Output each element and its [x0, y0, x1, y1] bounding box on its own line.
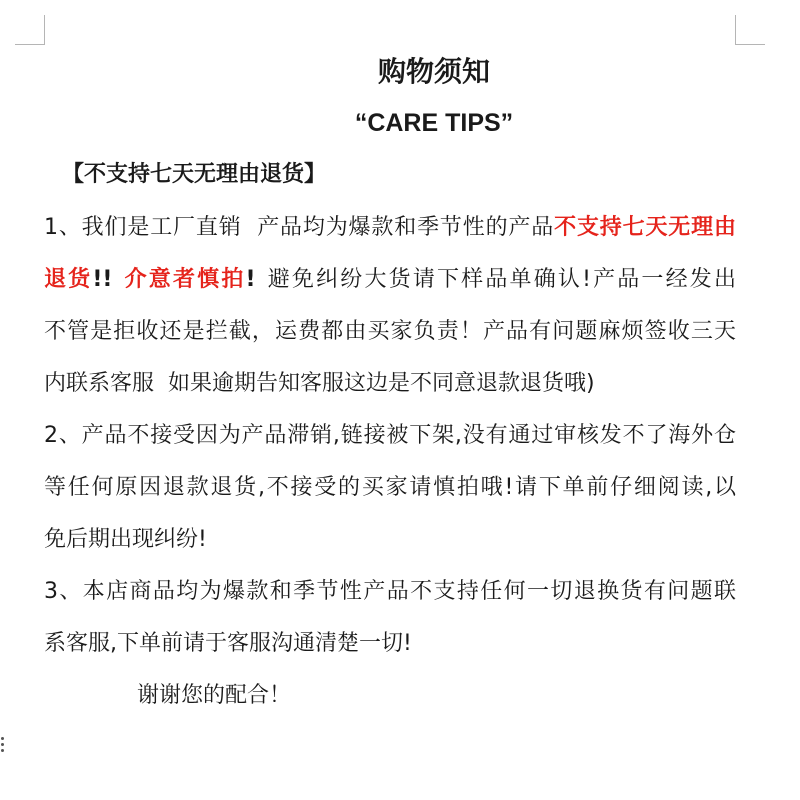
- body-text: 避免纠纷大货请下样品单确认!产品一经发出: [265, 267, 736, 292]
- handle-dot: [1, 743, 4, 746]
- crop-mark-top-right: [735, 15, 736, 45]
- body-line: 系客服,下单前请于客服沟通清楚一切!: [44, 631, 412, 656]
- body-line: 免后期出现纠纷!: [44, 527, 207, 552]
- document-subtitle: “CARE TIPS”: [354, 109, 514, 137]
- body-text: 1、我们是工厂直销 产品均为爆款和季节性的产品: [44, 215, 555, 240]
- exclamation-mark: !: [245, 267, 256, 292]
- body-line: 内联系客服 如果逾期告知客服这边是不同意退款退货哦): [44, 371, 595, 396]
- document-body: [44, 202, 736, 722]
- paragraph-2: [44, 410, 736, 566]
- body-line: [44, 202, 736, 254]
- document-title: 购物须知: [377, 55, 490, 88]
- paragraph-3: [44, 566, 736, 670]
- closing-line: 谢谢您的配合！: [137, 683, 292, 708]
- body-line: 3、本店商品均为爆款和季节性产品不支持任何一切退换货有问题联: [44, 579, 736, 604]
- emphasis-text: 介意者慎拍: [122, 267, 246, 292]
- crop-mark-top-left: [44, 15, 45, 45]
- body-line: 2、产品不接受因为产品滞销,链接被下架,没有通过审核发不了海外仓: [44, 423, 736, 448]
- body-line: 不管是拒收还是拦截，运费都由买家负责！产品有问题麻烦签收三天: [44, 319, 736, 344]
- vertical-ellipsis-icon[interactable]: [1, 737, 5, 755]
- handle-dot: [1, 737, 4, 740]
- crop-mark-top-left: [15, 44, 45, 45]
- notice-heading: 【不支持七天无理由退货】: [62, 162, 327, 187]
- paragraph-1: [44, 202, 736, 410]
- body-line: [44, 254, 736, 306]
- body-line: 等任何原因退款退货,不接受的买家请慎拍哦!请下单前仔细阅读,以: [44, 475, 736, 500]
- emphasis-text: 不支持七天无理由: [554, 215, 736, 240]
- crop-mark-top-right: [735, 44, 765, 45]
- handle-dot: [1, 749, 4, 752]
- emphasis-text: 退货: [44, 267, 93, 292]
- exclamation-mark: !!: [92, 267, 113, 292]
